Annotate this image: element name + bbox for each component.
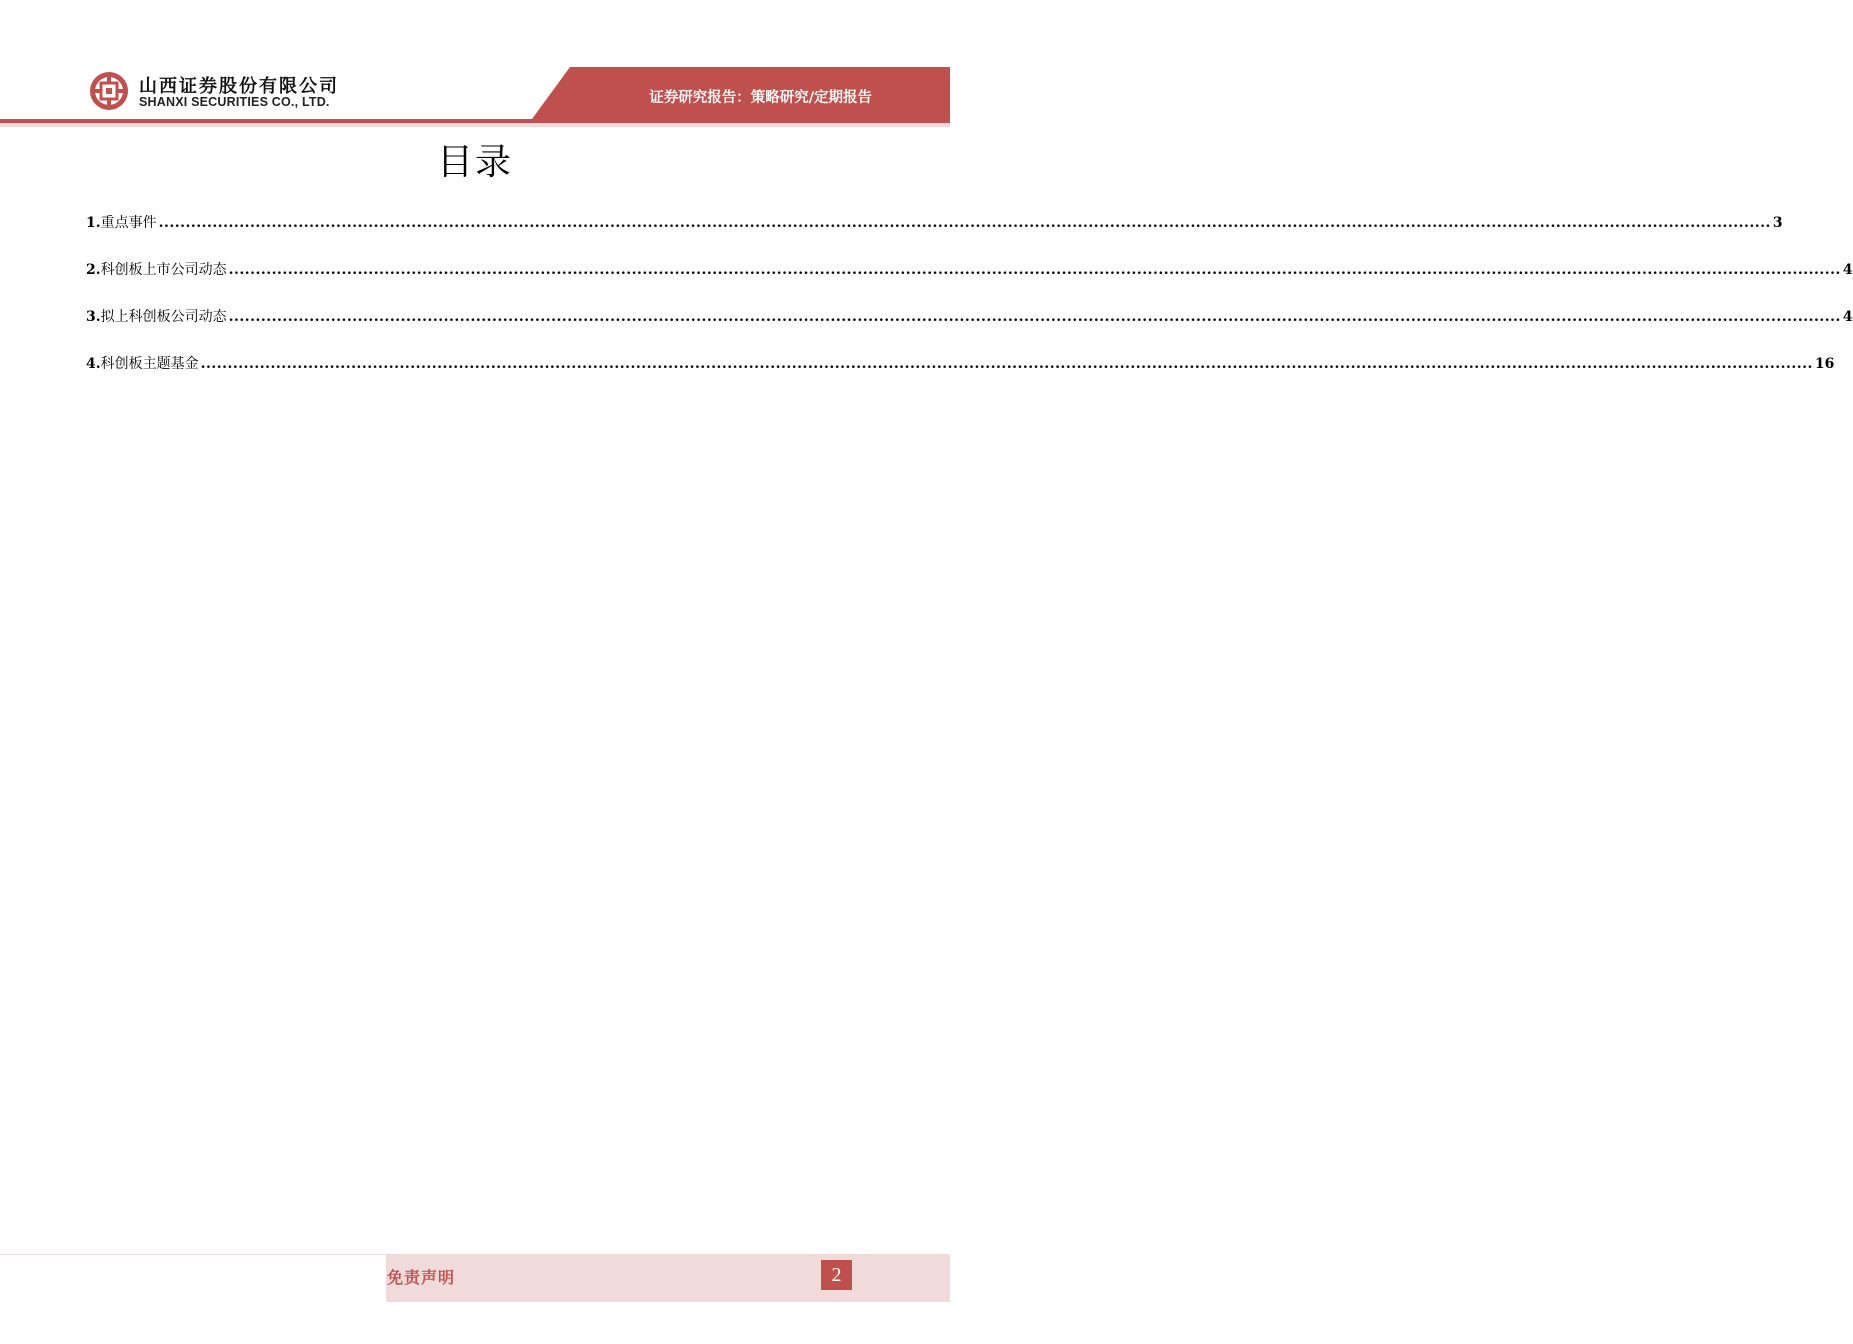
- page-title: 目录: [436, 142, 513, 183]
- toc-entry[interactable]: [86, 353, 1835, 400]
- header-divider-light: [0, 123, 950, 127]
- toc-entry-page: 4: [1842, 262, 1853, 278]
- page-number: 2: [821, 1260, 852, 1290]
- toc-leader: ............................................................................................................................................................................................................................................................................................................: [228, 262, 1841, 278]
- footer-band: [386, 1254, 950, 1302]
- toc-leader: ............................................................................................................................................................................................................................................................................................................: [228, 309, 1841, 325]
- toc-entry-page: 16: [1814, 356, 1835, 372]
- shanxi-securities-logo-icon: [88, 70, 130, 112]
- toc-leader: ............................................................................................................................................................................................................................................................................................................: [200, 356, 1813, 372]
- toc-entry[interactable]: [86, 259, 1853, 306]
- report-type: 证券研究报告：策略研究/定期报告: [649, 90, 872, 106]
- page-header: [0, 0, 950, 130]
- toc-entry[interactable]: [86, 212, 1783, 259]
- footer-left: [0, 1254, 386, 1303]
- toc-entry[interactable]: [86, 306, 1853, 353]
- toc-entry-label: 1.重点事件: [86, 215, 157, 231]
- toc-entry-label: 4.科创板主题基金: [86, 356, 199, 372]
- toc-entry-page: 4: [1842, 309, 1853, 325]
- toc-entry-label: 3.拟上科创板公司动态: [86, 309, 227, 325]
- company-name-en: SHANXI SECURITIES CO., LTD.: [139, 95, 330, 109]
- toc-leader: ............................................................................................................................................................................................................................................................................................................: [158, 215, 1771, 231]
- company-name-cn: 山西证券股份有限公司: [139, 76, 339, 97]
- toc-entry-label: 2.科创板上市公司动态: [86, 262, 227, 278]
- toc-entry-page: 3: [1772, 215, 1783, 231]
- disclaimer-link[interactable]: 免责声明: [387, 1268, 456, 1287]
- table-of-contents: [86, 212, 1853, 400]
